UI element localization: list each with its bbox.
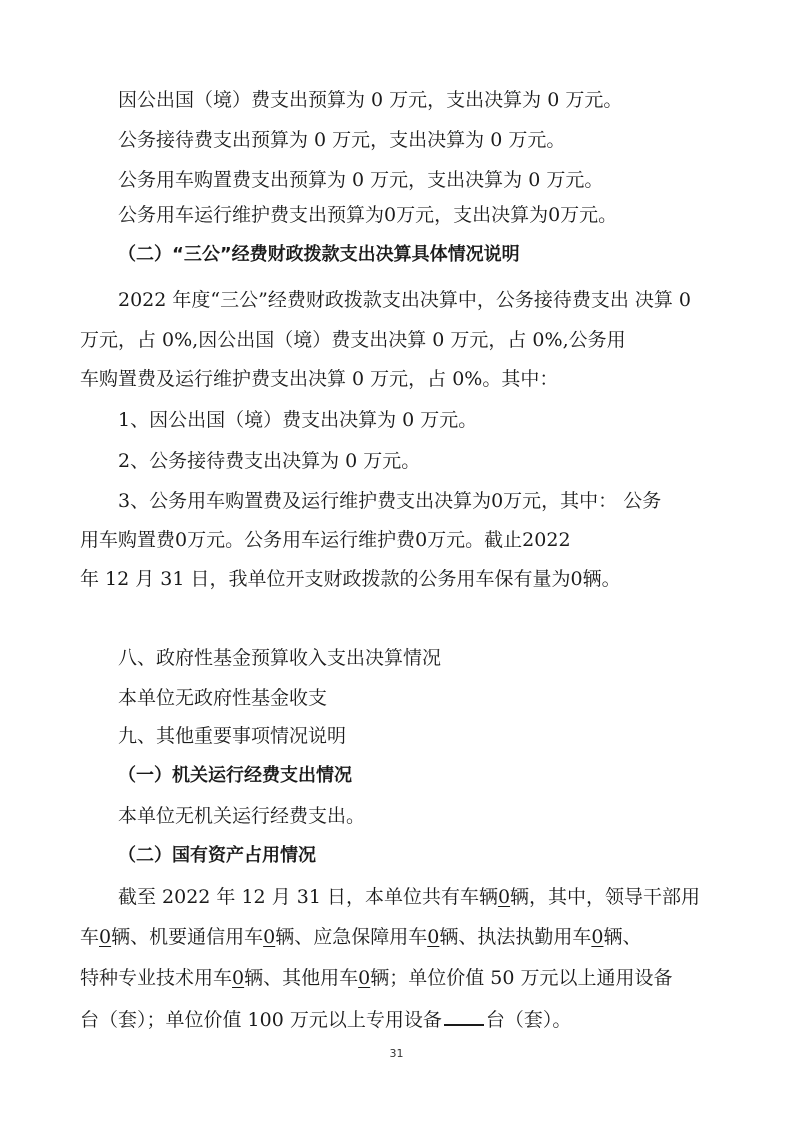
assets-text: 车 [80, 926, 100, 948]
para-line-10: 2、公务接待费支出决算为 0 万元。 [118, 450, 421, 472]
assets-text: 截至 2022 年 12 月 31 日，本单位共有车辆 [118, 886, 498, 908]
para-line-3: 公务用车购置费支出预算为 0 万元，支出决算为 0 万元。 [118, 169, 604, 191]
blank-underline [444, 1006, 484, 1026]
assets-line-3 [0, 966, 793, 990]
assets-text: 特种专业技术用车 [80, 967, 233, 989]
law-car-value: 0 [591, 926, 604, 948]
page-number: 31 [389, 1047, 404, 1060]
comm-car-value: 0 [263, 926, 276, 948]
subsection-heading-1: （一）机关运行经费支出情况 [118, 765, 352, 786]
assets-text: 辆、其他用车 [244, 967, 359, 989]
para-line-8: 车购置费及运行维护费支出决算 0 万元，占 0%。其中： [80, 368, 559, 390]
assets-line-1 [0, 885, 793, 909]
assets-text: 辆、机要通信用车 [111, 926, 264, 948]
assets-text: 辆，其中，领导干部用 [510, 886, 701, 908]
para-line-9: 1、因公出国（境）费支出决算为 0 万元。 [118, 409, 478, 431]
special-car-value: 0 [232, 967, 245, 989]
para-line-12: 用车购置费0万元。公务用车运行维护费0万元。截止2022 [80, 529, 571, 551]
emergency-car-value: 0 [427, 926, 440, 948]
leader-car-value: 0 [99, 926, 112, 948]
para-line-7: 万元，占 0%,因公出国（境）费支出决算 0 万元，占 0%,公务用 [80, 329, 626, 351]
para-line-15: 本单位无政府性基金收支 [118, 687, 328, 709]
section-heading-sangong: （二）“三公”经费财政拨款支出决算具体情况说明 [118, 244, 520, 265]
subsection-heading-2: （二）国有资产占用情况 [118, 845, 316, 866]
para-line-6: 2022 年度“三公”经费财政拨款支出决算中，公务接待费支出 决算 0 [118, 289, 691, 311]
para-line-2: 公务接待费支出预算为 0 万元，支出决算为 0 万元。 [118, 129, 566, 151]
other-car-value: 0 [358, 967, 371, 989]
assets-line-2 [0, 925, 793, 949]
assets-line-4 [0, 1006, 793, 1032]
section-heading-9: 九、其他重要事项情况说明 [118, 725, 347, 747]
para-line-18: 本单位无机关运行经费支出。 [118, 805, 366, 827]
assets-text: 辆、应急保障用车 [275, 926, 428, 948]
assets-text: 辆、 [603, 926, 642, 948]
assets-text: 辆、执法执勤用车 [439, 926, 592, 948]
para-line-13: 年 12 月 31 日，我单位开支财政拨款的公务用车保有量为0辆。 [80, 568, 621, 590]
vehicle-total-value: 0 [497, 886, 511, 908]
para-line-11: 3、公务用车购置费及运行维护费支出决算为0万元，其中： 公务 [118, 490, 662, 512]
assets-text: 台（套）。 [485, 1009, 572, 1031]
assets-text: 辆；单位价值 50 万元以上通用设备 [370, 967, 673, 989]
para-line-4: 公务用车运行维护费支出预算为0万元，支出决算为0万元。 [118, 204, 618, 226]
assets-text: 台（套）；单位价值 100 万元以上专用设备 [80, 1009, 442, 1031]
section-heading-8: 八、政府性基金预算收入支出决算情况 [118, 647, 442, 669]
para-line-1: 因公出国（境）费支出预算为 0 万元，支出决算为 0 万元。 [118, 89, 623, 111]
